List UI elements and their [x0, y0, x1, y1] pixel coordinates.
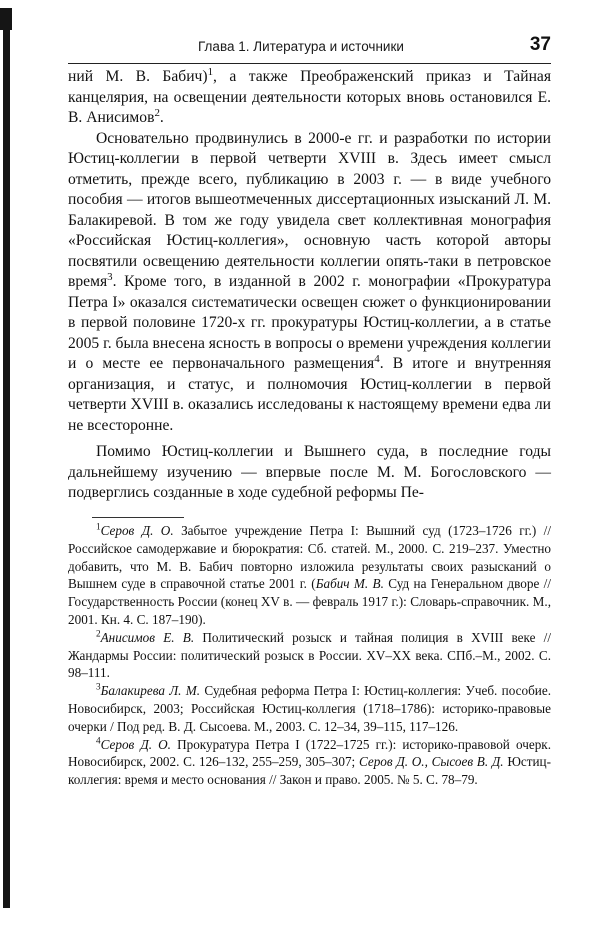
- footnote-number: 1: [96, 521, 101, 532]
- footnote-number: 4: [96, 735, 101, 746]
- footnote-text: Политический розыск и тайная полиция в XVIII веке // Жандармы России: политический розыск в России. XV–XX века. СПб.–М., 2002. С. 98–111.: [68, 629, 552, 681]
- footnote-ref-3: 3: [107, 270, 113, 283]
- footnote-text: Юстиц-коллегия: время и место основания // Закон и право. 2005. № 5. С. 78–79.: [68, 754, 551, 788]
- footnote-author: Балакирева Л. М.: [100, 683, 201, 699]
- page-header: [68, 34, 551, 62]
- running-title: Глава 1. Литература и источники: [198, 39, 404, 54]
- footnote-text: Забытое учреждение Петра I: Вышний суд (1723–1726 гг.) // Российское самодержавие и бюрократия: Сб. статей. М., 2000. С. 219–237. Уместно добавить, что М. В. Бабич повторно изложила результаты своих разысканий о Вышнем суде в справочной статье 2001 г. (: [68, 523, 551, 592]
- footnote-1: [68, 522, 551, 629]
- footnotes: [68, 522, 551, 789]
- book-spine-notch: [0, 8, 12, 30]
- footnote-ref-1: 1: [207, 65, 214, 78]
- footnote-author: Серов Д. О., Сысоев В. Д.: [358, 754, 504, 770]
- footnote-author: Серов Д. О.: [100, 736, 171, 752]
- footnote-4: [68, 736, 551, 789]
- book-spine-edge: [3, 8, 10, 908]
- footnote-text: Суд на Генеральном дворе // Государственность России (конец XV в. — февраль 1917 г.): Словарь-справочник. М., 2001. Кн. 4. С. 187–190).: [68, 576, 551, 627]
- footnote-number: 2: [96, 628, 101, 639]
- header-rule: [68, 63, 551, 64]
- p2-text-b: . Кроме того, в изданной в 2002 г. монографии «Прокуратура Петра I» оказался систематически освещен сюжет о функционировании в первой половине 1720-х гг. прокуратуры Юстиц-коллегии, а в статье 2005 г. была внесена ясность в вопросы о времени учреждения коллегии и о месте ее первоначального размещения: [68, 273, 551, 372]
- footnote-ref-4: 4: [374, 352, 380, 365]
- footnote-author: Бабич М. В.: [315, 576, 384, 592]
- footnote-author: Анисимов Е. В.: [100, 629, 195, 645]
- main-text: [68, 67, 551, 504]
- footnote-ref-2: 2: [154, 106, 160, 119]
- p1-text-a: ний М. В. Бабич): [68, 68, 208, 85]
- p1-text-b: , а также Преображенский приказ и Тайная канцелярия, на освещении деятельности которых вновь остановился Е. В. Анисимов: [68, 68, 552, 126]
- footnote-number: 3: [96, 681, 101, 692]
- footnote-3: [68, 682, 551, 735]
- paragraph-courts: Помимо Юстиц-коллегии и Вышнего суда, в последние годы дальнейшему изучению — впервые после М. М. Богословского — подверглись созданные в ходе судебной реформы Пе-: [68, 443, 551, 501]
- page-number: 37: [529, 34, 551, 55]
- paragraph-justice-college: [68, 129, 551, 437]
- footnote-text: Судебная реформа Петра I: Юстиц-коллегия: Учеб. пособие. Новосибирск, 2003; Российская Юстиц-коллегия (1718–1786): историко-правовые очерки / Под ред. В. Д. Сысоева. М., 2003. С. 12–34, 39–115, 117–126.: [68, 683, 552, 734]
- p2-text-c: . В итоге и внутренняя организация, и статус, и полномочия Юстиц-коллегии в первой четверти XVIII в. оказались исследованы к настоящему времени едва ли не всесторонне.: [68, 355, 551, 434]
- footnote-2: [68, 629, 551, 682]
- footnote-author: Серов Д. О.: [100, 523, 174, 538]
- p2-text-a: Основательно продвинулись в 2000-е гг. и разработки по истории Юстиц-коллегии в первой четверти XVIII в. Здесь имеет смысл отметить, прежде всего, публикацию в 2003 г. — в виде учебного пособия — итогов вышеотмеченных диссертационных изысканий Л. М. Балакиревой. В том же году увидела свет коллективная монография «Российская Юстиц-коллегия», основную часть которой авторы посвятили освещению деятельности коллегии опять-таки в петровское время: [68, 129, 551, 290]
- p1-text-c: .: [159, 109, 164, 126]
- paragraph-continuation: [68, 67, 551, 129]
- footnote-text: Прокуратура Петра I (1722–1725 гг.): историко-правовой очерк. Новосибирск, 2002. С. 126–132, 255–259, 305–307;: [68, 736, 551, 770]
- footnote-separator: [92, 517, 184, 518]
